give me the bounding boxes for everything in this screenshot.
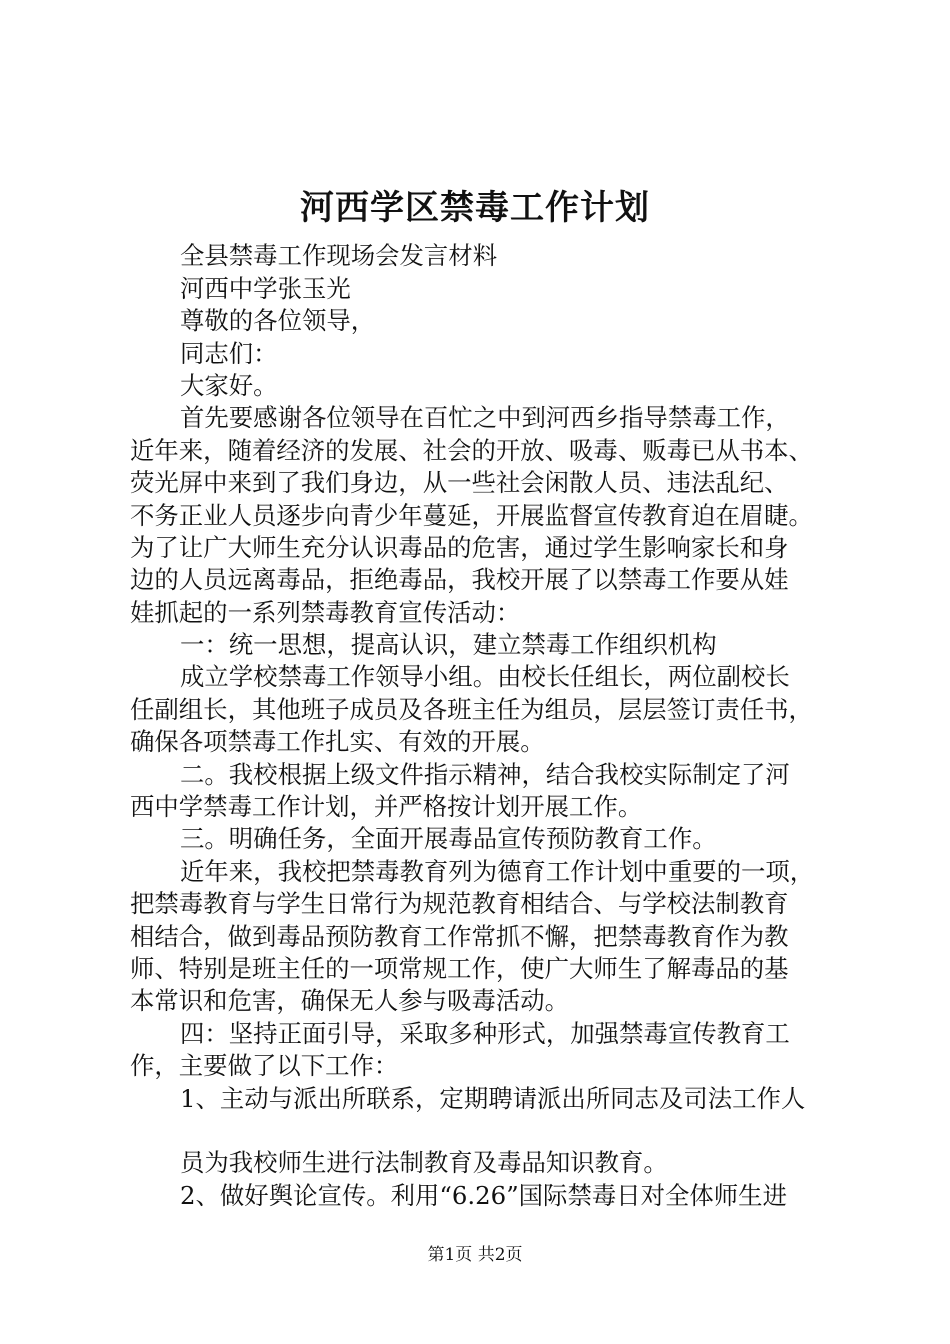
section-heading: 四：坚持正面引导，采取多种形式，加强禁毒宣传教育工 [180, 1018, 790, 1048]
section-heading: 一：统一思想，提高认识，建立禁毒工作组织机构 [180, 630, 717, 660]
paragraph-line: 相结合，做到毒品预防教育工作常抓不懈，把禁毒教育作为教 [130, 921, 789, 951]
paragraph-line: 师、特别是班主任的一项常规工作，使广大师生了解毒品的基 [130, 953, 789, 983]
paragraph-line: 近年来，我校把禁毒教育列为德育工作计划中重要的一项， [180, 856, 815, 886]
paragraph-line: 荧光屏中来到了我们身边，从一些社会闲散人员、违法乱纪、 [130, 468, 789, 498]
blank-line [130, 1115, 830, 1147]
paragraph-line: 河西中学张玉光 [180, 273, 351, 303]
paragraph-line: 确保各项禁毒工作扎实、有效的开展。 [130, 727, 545, 757]
paragraph-line: 成立学校禁毒工作领导小组。由校长任组长，两位副校长 [180, 662, 790, 692]
paragraph-line: 同志们： [180, 338, 278, 368]
document-body [130, 208, 830, 1212]
paragraph-line: 本常识和危害，确保无人参与吸毒活动。 [130, 986, 570, 1016]
paragraph-line: 任副组长，其他班子成员及各班主任为组员，层层签订责任书， [130, 694, 813, 724]
paragraph-line: 作，主要做了以下工作： [130, 1051, 399, 1081]
paragraph-line: 边的人员远离毒品，拒绝毒品，我校开展了以禁毒工作要从娃 [130, 565, 789, 595]
paragraph-line: 西中学禁毒工作计划，并严格按计划开展工作。 [130, 792, 643, 822]
paragraph-line: 近年来，随着经济的发展、社会的开放、吸毒、贩毒已从书本、 [130, 435, 813, 465]
title-spacer [130, 208, 830, 240]
paragraph-line: 首先要感谢各位领导在百忙之中到河西乡指导禁毒工作， [180, 403, 790, 433]
paragraph-line: 尊敬的各位领导， [180, 306, 376, 336]
section-heading: 三。明确任务，全面开展毒品宣传预防教育工作。 [180, 824, 717, 854]
paragraph-line: 不务正业人员逐步向青少年蔓延，开展监督宣传教育迫在眉睫。 [130, 500, 813, 530]
document-title: 河西学区禁毒工作计划 [300, 188, 650, 228]
list-item: 1、主动与派出所联系，定期聘请派出所同志及司法工作人 [180, 1083, 806, 1113]
section-heading: 二。我校根据上级文件指示精神，结合我校实际制定了河 [180, 759, 790, 789]
list-item: 2、做好舆论宣传。利用“6.26”国际禁毒日对全体师生进 [180, 1180, 787, 1210]
paragraph-line: 大家好。 [180, 370, 278, 400]
page-footer: 第1页 共2页 [427, 1245, 523, 1265]
paragraph-line: 为了让广大师生充分认识毒品的危害，通过学生影响家长和身 [130, 532, 789, 562]
paragraph-line: 娃抓起的一系列禁毒教育宣传活动： [130, 597, 521, 627]
paragraph-line: 把禁毒教育与学生日常行为规范教育相结合、与学校法制教育 [130, 889, 789, 919]
list-item-continuation: 员为我校师生进行法制教育及毒品知识教育。 [180, 1148, 668, 1178]
paragraph-line: 全县禁毒工作现场会发言材料 [180, 241, 498, 271]
